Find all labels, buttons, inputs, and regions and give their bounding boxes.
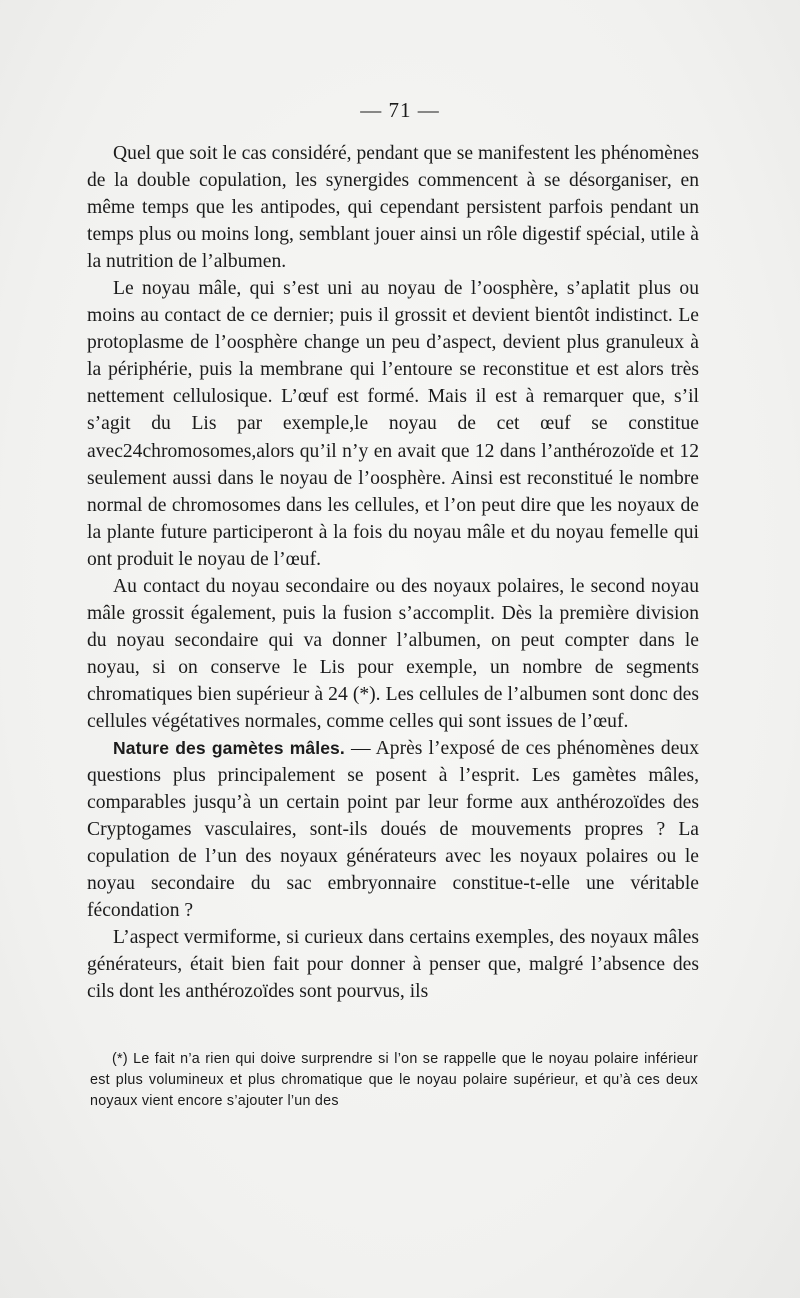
paragraph-3: Au contact du noyau secondaire ou des noyaux polaires, le second noyau mâle grossit également, puis la fusion s’accomplit. Dès la première division du noyau secondaire qui va donner l’albumen, on peut compter dans le noyau, si on conserve le Lis pour exemple, un nombre de segments chromatiques bien supérieur à 24 (*). Les cellules de l’albumen sont donc des cellules végétatives normales, comme celles qui sont issues de l’œuf. (87, 575, 699, 732)
page-number: — 71 — (360, 98, 440, 122)
footnote (90, 1049, 698, 1113)
section-heading: Nature des gamètes mâles. (113, 738, 345, 759)
paragraph-1: Quel que soit le cas considéré, pendant que se manifestent les phénomènes de la double copulation, les synergides commencent à se désorganiser, en même temps que les antipodes, qui cependant persistent parfois pendant un temps plus ou moins long, semblant jouer ainsi un rôle digestif spécial, utile à la nutrition de l’albumen. (87, 143, 699, 273)
footnote-text: (*) Le fait n’a rien qui doive surprendre si l’on se rappelle que le noyau polaire inférieur est plus volumineux et plus chromatique que le noyau polaire supérieur, et qu’à ces deux noyaux vient encore s’ajouter l’un des (90, 1051, 698, 1110)
paragraph-2: Le noyau mâle, qui s’est uni au noyau de l’oosphère, s’aplatit plus ou moins au contact de ce dernier; puis il grossit et devient bientôt indistinct. Le protoplasme de l’oosphère change un peu d’aspect, devient plus granuleux à la périphérie, puis la membrane qui l’entoure se reconstitue et est alors très nettement cellulosique. L’œuf est formé. Mais il est à remarquer que, s’il s’agit du Lis par exemple,le noyau de cet œuf se constitue avec24chromosomes,alors qu’il n’y en avait que 12 dans l’anthérozoïde et 12 seulement aussi dans le noyau de l’oosphère. Ainsi est reconstitué le nombre normal de chromosomes dans les cellules, et l’on peut dire que les noyaux de la plante future participeront à la fois du noyau mâle et du noyau femelle qui ont produit le noyau de l’œuf. (87, 278, 699, 570)
paragraph-4-text: — Après l’exposé de ces phénomènes deux questions plus principalement se posent à l’esprit. Les gamètes mâles, comparables jusqu’à un certain point par leur forme aux anthérozoïdes des Cryptogames vasculaires, sont-ils doués de mouvements propres ? La copulation de l’un des noyaux générateurs avec les noyaux polaires ou le noyau secondaire du sac embryonnaire constitue-t-elle une véritable fécondation ? (87, 738, 699, 922)
paragraph-5: L’aspect vermiforme, si curieux dans certains exemples, des noyaux mâles générateurs, était bien fait pour donner à penser que, malgré l’absence des cils dont les anthérozoïdes sont pourvus, ils (87, 927, 699, 1003)
body-text (87, 140, 699, 1006)
paragraph-4 (87, 735, 699, 924)
